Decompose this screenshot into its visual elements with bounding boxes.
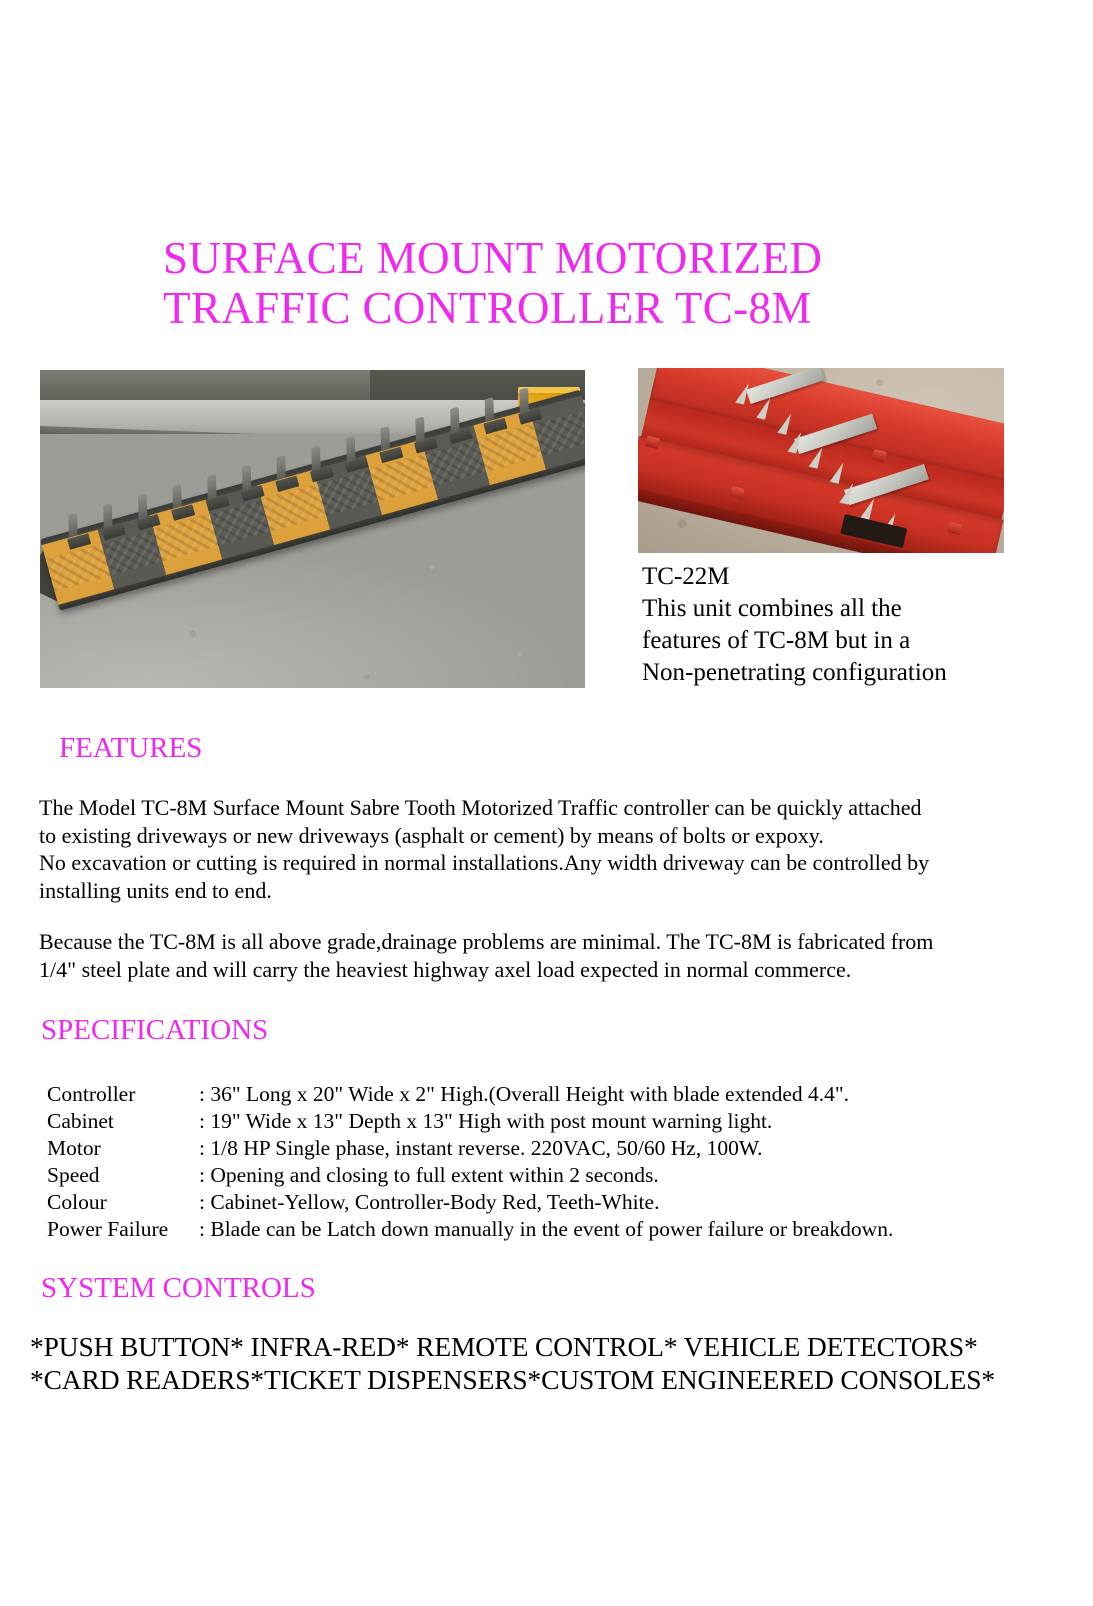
system-controls-list <box>30 1330 1065 1396</box>
specification-row <box>47 1162 1047 1189</box>
features-p1-line-1: The Model TC-8M Surface Mount Sabre Tooth Motorized Traffic controller can be quickly attached <box>39 795 922 820</box>
specification-row <box>47 1081 1047 1108</box>
photo-tooth <box>242 464 251 491</box>
photo-tooth <box>311 445 320 471</box>
photo-tooth <box>485 397 494 422</box>
photo-tooth <box>138 493 147 520</box>
product-photo-tc8m <box>40 370 585 688</box>
specification-row <box>47 1216 1047 1243</box>
photo-caption-tc22m <box>642 561 1042 689</box>
specification-value: : 19" Wide x 13" Depth x 13" High with post mount warning light. <box>199 1109 773 1133</box>
product-photo-tc22m <box>638 368 1004 553</box>
specification-row <box>47 1135 1047 1162</box>
caption-line-4: Non-penetrating configuration <box>642 659 947 686</box>
features-p1-line-2: to existing driveways or new driveways (asphalt or cement) by means of bolts or expoxy. <box>39 822 824 848</box>
page-title-line-2: TRAFFIC CONTROLLER TC-8M <box>163 283 812 333</box>
photo-tooth <box>103 503 112 529</box>
specification-label: Power Failure <box>47 1217 169 1241</box>
section-heading-system-controls: SYSTEM CONTROLS <box>41 1272 316 1304</box>
specification-value: : Opening and closing to full extent within 2 seconds. <box>199 1163 659 1187</box>
photo-tooth <box>207 474 216 500</box>
caption-line-2: This unit combines all the <box>642 595 902 622</box>
features-p2-line-1: Because the TC-8M is all above grade,drainage problems are minimal. The TC-8M is fabricated from <box>39 929 934 954</box>
specification-label: Controller <box>47 1082 136 1106</box>
specification-value: : 36" Long x 20" Wide x 2" High.(Overall Height with blade extended 4.4". <box>199 1082 850 1106</box>
page-title-line-1: SURFACE MOUNT MOTORIZED <box>163 233 823 283</box>
photo-tooth <box>381 426 390 451</box>
specification-label: Speed <box>47 1163 100 1187</box>
specification-label: Colour <box>47 1190 107 1214</box>
features-p2-line-2: 1/4" steel plate and will carry the heaviest highway axel load expected in normal commerce. <box>39 956 852 982</box>
features-p1-line-3: No excavation or cutting is required in normal installations.Any width driveway can be controlled by <box>39 850 930 875</box>
photo-tooth <box>68 513 77 538</box>
features-paragraph-2 <box>39 928 1053 983</box>
caption-line-3: features of TC-8M but in a <box>642 627 911 654</box>
photo-tooth <box>276 455 285 480</box>
specification-row <box>47 1108 1047 1135</box>
system-controls-line-1: *PUSH BUTTON* INFRA-RED* REMOTE CONTROL* VEHICLE DETECTORS* <box>30 1331 978 1362</box>
photo-tooth <box>346 435 355 462</box>
specifications-list <box>47 1081 1047 1243</box>
section-heading-specifications: SPECIFICATIONS <box>41 1014 269 1046</box>
features-paragraph-1 <box>39 794 1053 904</box>
photo-tooth <box>415 416 424 442</box>
photo-tooth <box>172 484 181 509</box>
features-p1-line-4: installing units end to end. <box>39 877 272 903</box>
specification-value: : Blade can be Latch down manually in the event of power failure or breakdown. <box>199 1217 894 1241</box>
page-title <box>163 233 993 333</box>
specification-label: Motor <box>47 1136 101 1160</box>
section-heading-features: FEATURES <box>59 732 203 764</box>
specification-row <box>47 1189 1047 1216</box>
specification-value: : 1/8 HP Single phase, instant reverse. 220VAC, 50/60 Hz, 100W. <box>199 1136 763 1160</box>
specification-label: Cabinet <box>47 1109 114 1133</box>
photo-tooth <box>450 407 459 434</box>
system-controls-line-2: *CARD READERS*TICKET DISPENSERS*CUSTOM ENGINEERED CONSOLES* <box>30 1364 995 1395</box>
specification-value: : Cabinet-Yellow, Controller-Body Red, Teeth-White. <box>199 1190 660 1214</box>
caption-line-1: TC-22M <box>642 563 730 590</box>
photo-tooth <box>519 387 528 413</box>
